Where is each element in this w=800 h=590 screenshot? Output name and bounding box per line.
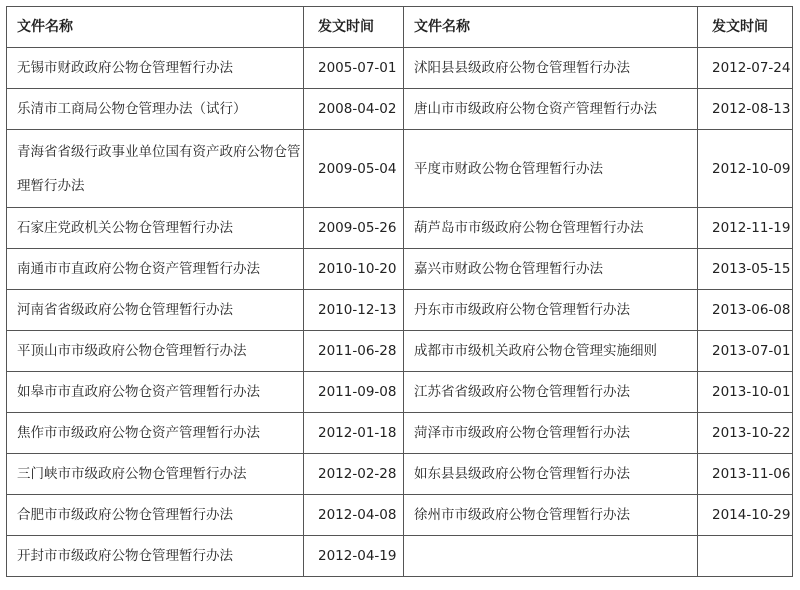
table-row bbox=[7, 454, 793, 495]
file-name-cell: 平度市财政公物仓管理暂行办法 bbox=[404, 130, 698, 208]
table-row bbox=[7, 89, 793, 130]
file-name-cell: 乐清市工商局公物仓管理办法（试行） bbox=[7, 89, 304, 130]
date-cell: 2010-10-20 bbox=[304, 249, 404, 290]
file-name-cell: 石家庄党政机关公物仓管理暂行办法 bbox=[7, 208, 304, 249]
header-row bbox=[7, 7, 793, 48]
date-cell: 2012-07-24 bbox=[698, 48, 793, 89]
table-row bbox=[7, 130, 793, 208]
date-cell-empty bbox=[698, 536, 793, 577]
file-name-cell: 焦作市市级政府公物仓资产管理暂行办法 bbox=[7, 413, 304, 454]
date-cell: 2008-04-02 bbox=[304, 89, 404, 130]
table-row bbox=[7, 331, 793, 372]
date-cell: 2012-04-08 bbox=[304, 495, 404, 536]
file-name-cell: 青海省省级行政事业单位国有资产政府公物仓管理暂行办法 bbox=[7, 130, 304, 208]
table-row bbox=[7, 413, 793, 454]
file-name-cell: 如皋市市直政府公物仓资产管理暂行办法 bbox=[7, 372, 304, 413]
file-name-cell: 菏泽市市级政府公物仓管理暂行办法 bbox=[404, 413, 698, 454]
date-cell: 2012-10-09 bbox=[698, 130, 793, 208]
table-row bbox=[7, 536, 793, 577]
column-header-name-right: 文件名称 bbox=[404, 7, 698, 48]
file-name-cell-empty bbox=[404, 536, 698, 577]
file-name-cell: 丹东市市级政府公物仓管理暂行办法 bbox=[404, 290, 698, 331]
date-cell: 2011-09-08 bbox=[304, 372, 404, 413]
file-name-cell: 徐州市市级政府公物仓管理暂行办法 bbox=[404, 495, 698, 536]
table-row bbox=[7, 249, 793, 290]
date-cell: 2009-05-26 bbox=[304, 208, 404, 249]
date-cell: 2009-05-04 bbox=[304, 130, 404, 208]
file-name-cell: 成都市市级机关政府公物仓管理实施细则 bbox=[404, 331, 698, 372]
table-row bbox=[7, 290, 793, 331]
table-row bbox=[7, 48, 793, 89]
date-cell: 2012-01-18 bbox=[304, 413, 404, 454]
table-row bbox=[7, 208, 793, 249]
date-cell: 2013-10-01 bbox=[698, 372, 793, 413]
date-cell: 2012-11-19 bbox=[698, 208, 793, 249]
table-row bbox=[7, 495, 793, 536]
file-name-cell: 如东县县级政府公物仓管理暂行办法 bbox=[404, 454, 698, 495]
column-header-name-left: 文件名称 bbox=[7, 7, 304, 48]
date-cell: 2010-12-13 bbox=[304, 290, 404, 331]
file-name-cell: 葫芦岛市市级政府公物仓管理暂行办法 bbox=[404, 208, 698, 249]
file-name-cell: 河南省省级政府公物仓管理暂行办法 bbox=[7, 290, 304, 331]
column-header-date-right: 发文时间 bbox=[698, 7, 793, 48]
date-cell: 2014-10-29 bbox=[698, 495, 793, 536]
column-header-date-left: 发文时间 bbox=[304, 7, 404, 48]
date-cell: 2012-08-13 bbox=[698, 89, 793, 130]
date-cell: 2013-06-08 bbox=[698, 290, 793, 331]
file-name-cell: 南通市市直政府公物仓资产管理暂行办法 bbox=[7, 249, 304, 290]
file-name-cell: 江苏省省级政府公物仓管理暂行办法 bbox=[404, 372, 698, 413]
file-name-cell: 平顶山市市级政府公物仓管理暂行办法 bbox=[7, 331, 304, 372]
date-cell: 2013-10-22 bbox=[698, 413, 793, 454]
file-name-cell: 三门峡市市级政府公物仓管理暂行办法 bbox=[7, 454, 304, 495]
file-name-cell: 唐山市市级政府公物仓资产管理暂行办法 bbox=[404, 89, 698, 130]
file-name-cell: 开封市市级政府公物仓管理暂行办法 bbox=[7, 536, 304, 577]
file-name-cell: 合肥市市级政府公物仓管理暂行办法 bbox=[7, 495, 304, 536]
date-cell: 2013-07-01 bbox=[698, 331, 793, 372]
date-cell: 2013-11-06 bbox=[698, 454, 793, 495]
table-row bbox=[7, 372, 793, 413]
file-name-cell: 无锡市财政政府公物仓管理暂行办法 bbox=[7, 48, 304, 89]
file-name-cell: 沭阳县县级政府公物仓管理暂行办法 bbox=[404, 48, 698, 89]
file-name-cell: 嘉兴市财政公物仓管理暂行办法 bbox=[404, 249, 698, 290]
date-cell: 2012-04-19 bbox=[304, 536, 404, 577]
date-cell: 2012-02-28 bbox=[304, 454, 404, 495]
date-cell: 2005-07-01 bbox=[304, 48, 404, 89]
document-table bbox=[6, 6, 793, 577]
date-cell: 2011-06-28 bbox=[304, 331, 404, 372]
date-cell: 2013-05-15 bbox=[698, 249, 793, 290]
